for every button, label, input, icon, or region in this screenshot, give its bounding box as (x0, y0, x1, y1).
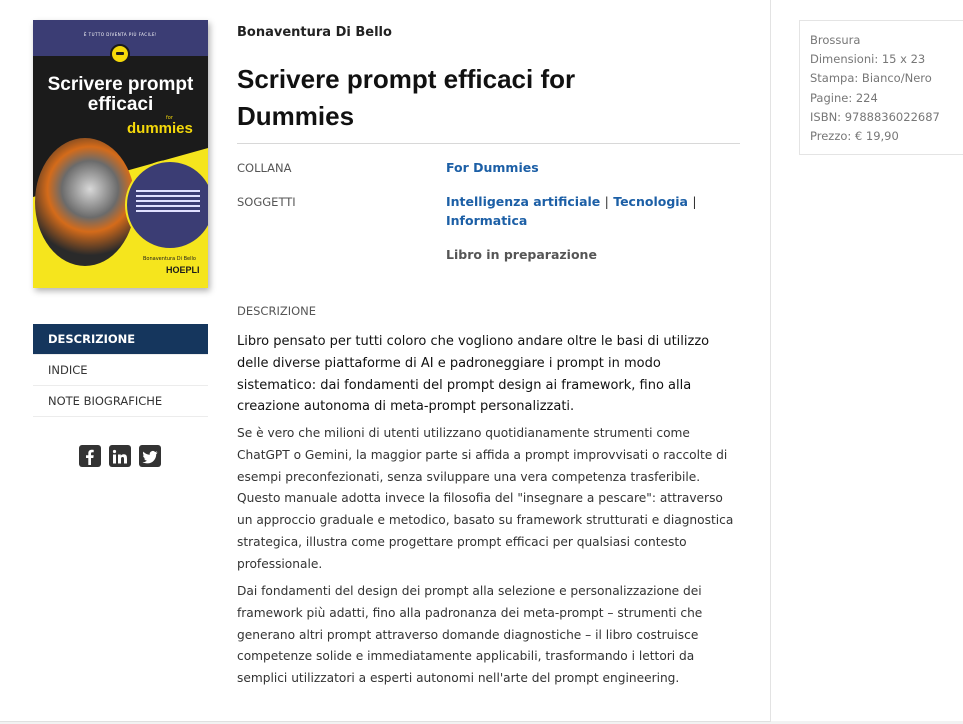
nav-item-note-biografiche[interactable]: NOTE BIOGRAFICHE (33, 386, 208, 417)
subject-separator: | (692, 194, 697, 209)
twitter-icon[interactable] (139, 445, 161, 467)
collana-link[interactable]: For Dummies (446, 160, 539, 175)
cover-for: for (166, 115, 173, 121)
dummies-logo-icon (110, 44, 130, 64)
book-cover-image[interactable] (33, 20, 208, 288)
cover-badge (125, 160, 208, 250)
cover-art-head (35, 138, 135, 266)
linkedin-icon[interactable] (109, 445, 131, 467)
detail-binding: Brossura (810, 33, 861, 47)
nav-item-descrizione[interactable]: DESCRIZIONE (33, 324, 208, 355)
collana-value (446, 158, 539, 177)
facebook-icon[interactable] (79, 445, 101, 467)
subject-link-tecnologia[interactable]: Tecnologia (613, 194, 688, 209)
cover-title: Scrivere prompt efficaci (47, 74, 194, 115)
cover-tagline: È TUTTO DIVENTA PIÙ FACILE! (83, 32, 158, 37)
description-lead: Libro pensato per tutti coloro che vogliono andare oltre le basi di utilizzo delle diverse piattaforme di AI e padroneggiare i prompt in modo sistematico: dai fondamenti del prompt design ai framework, fino alla creazione autonoma di meta-prompt personalizzati. (237, 334, 710, 415)
detail-isbn: ISBN: 9788836022687 (810, 109, 940, 124)
detail-pages: Pagine: 224 (810, 90, 878, 105)
cover-publisher: HOEPLI (166, 265, 200, 275)
subject-link-informatica[interactable]: Informatica (446, 213, 528, 228)
subject-separator: | (604, 194, 609, 209)
cover-brand: dummies (127, 120, 193, 137)
description-paragraph: Dai fondamenti del design dei prompt alla selezione e personalizzazione dei framework più adatti, fino alla padronanza dei meta-prompt – strumenti che generano altri prompt attraverso domande diagnostiche – il libro costruisce competenze solide e immediatamente applicabili, trasformando i lettori da semplici utilizzatori a esperti autonomi nell'arte del prompt engineering. (237, 584, 703, 686)
nav-item-indice[interactable]: INDICE (33, 355, 208, 386)
collana-label: COLLANA (237, 161, 292, 175)
availability-status: Libro in preparazione (446, 247, 597, 262)
social-share (79, 445, 161, 467)
detail-print: Stampa: Bianco/Nero (810, 71, 932, 86)
detail-dimensions: Dimensioni: 15 x 23 (810, 52, 926, 67)
page-title: Scrivere prompt efficaci for Dummies (237, 64, 576, 131)
side-nav (33, 324, 208, 417)
product-details-box (799, 20, 963, 155)
description-paragraph: Se è vero che milioni di utenti utilizzano quotidianamente strumenti come ChatGPT o Gemini, la maggior parte si affida a prompt improvvisati o raccolte di esempi preconfezionati, senza sviluppare una vera competenza trasferibile. Questo manuale adotta invece la filosofia del "insegnare a pescare": attraverso un approccio graduale e metodico, basato su framework strutturati e diagnostica strategica, illustra come progettare prompt efficaci per qualsiasi contesto professionale. (237, 426, 734, 571)
description-label: DESCRIZIONE (237, 304, 317, 318)
book-author[interactable]: Bonaventura Di Bello (237, 25, 392, 40)
title-divider (237, 143, 740, 144)
detail-price: Prezzo: € 19,90 (810, 129, 899, 144)
cover-author: Bonaventura Di Bello (143, 256, 196, 262)
soggetti-values (446, 192, 736, 230)
soggetti-label: SOGGETTI (237, 195, 296, 209)
subject-link-ia[interactable]: Intelligenza artificiale (446, 194, 601, 209)
